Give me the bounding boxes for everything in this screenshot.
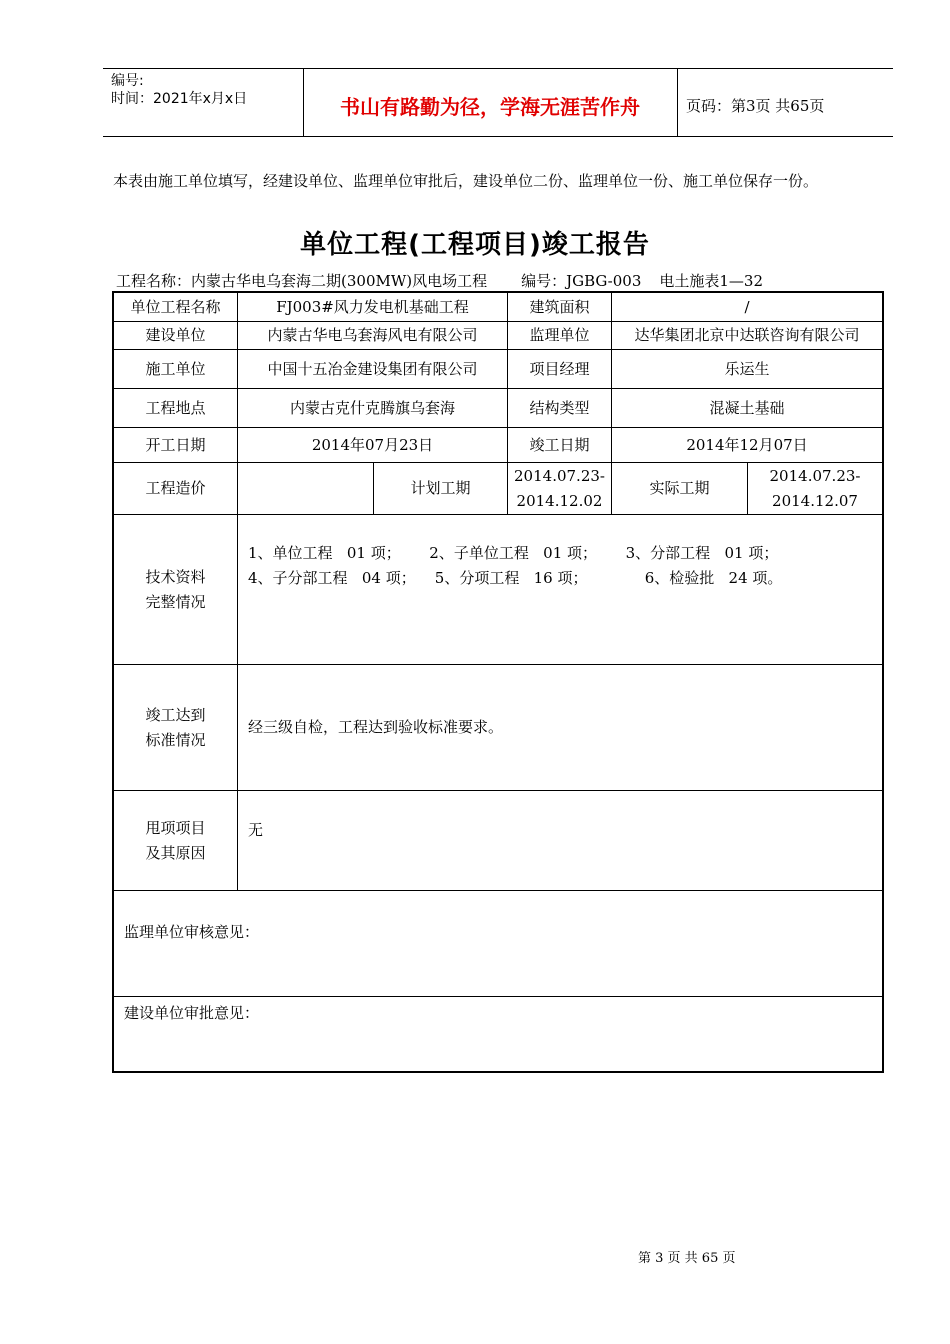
page-header bbox=[103, 68, 893, 137]
label-actual-duration: 实际工期 bbox=[612, 463, 748, 515]
label-unit-project-name: 单位工程名称 bbox=[114, 293, 238, 322]
label-building-area: 建筑面积 bbox=[508, 293, 612, 322]
form-code: 编号：JGBG-003 bbox=[521, 272, 642, 290]
label-construction-unit: 施工单位 bbox=[114, 350, 238, 389]
label-tech-docs-2: 完整情况 bbox=[145, 592, 206, 611]
value-owner-unit: 内蒙古华电乌套海风电有限公司 bbox=[238, 322, 508, 350]
actual-start: 2014.07.23- bbox=[769, 466, 861, 485]
value-supervision-unit: 达华集团北京中达联咨询有限公司 bbox=[612, 322, 882, 350]
label-standard bbox=[114, 665, 238, 791]
header-info-cell bbox=[103, 69, 304, 136]
label-supervision-unit: 监理单位 bbox=[508, 322, 612, 350]
value-tech-docs bbox=[238, 515, 882, 665]
value-planned-duration bbox=[508, 463, 612, 515]
label-standard-1: 竣工达到 bbox=[145, 705, 206, 724]
completion-report-table bbox=[112, 291, 884, 1073]
label-structure-type: 结构类型 bbox=[508, 389, 612, 428]
label-standard-2: 标准情况 bbox=[145, 730, 206, 749]
value-skipped-items: 无 bbox=[238, 791, 882, 891]
label-skipped-items bbox=[114, 791, 238, 891]
value-project-cost bbox=[238, 463, 374, 515]
label-planned-duration: 计划工期 bbox=[374, 463, 508, 515]
label-owner-unit: 建设单位 bbox=[114, 322, 238, 350]
page-number-label: 页码：第3页 共65页 bbox=[686, 97, 825, 115]
document-title: 单位工程(工程项目)竣工报告 bbox=[300, 230, 650, 260]
instruction-note: 本表由施工单位填写，经建设单位、监理单位审批后，建设单位二份、监理单位一份、施工单位保存一份。 bbox=[113, 172, 819, 190]
planned-end: 2014.12.02 bbox=[516, 491, 603, 510]
number-label: 编号: bbox=[111, 73, 144, 89]
header-motto-cell bbox=[303, 69, 678, 136]
label-skipped-2: 及其原因 bbox=[145, 843, 206, 862]
label-completion-date: 竣工日期 bbox=[508, 428, 612, 463]
value-actual-duration bbox=[748, 463, 882, 515]
label-start-date: 开工日期 bbox=[114, 428, 238, 463]
value-building-area: / bbox=[612, 293, 882, 322]
value-project-manager: 乐运生 bbox=[612, 350, 882, 389]
planned-start: 2014.07.23- bbox=[514, 466, 605, 485]
label-project-cost: 工程造价 bbox=[114, 463, 238, 515]
value-completion-date: 2014年12月07日 bbox=[612, 428, 882, 463]
project-name: 工程名称：内蒙古华电乌套海二期(300MW)风电场工程 bbox=[116, 272, 488, 290]
label-project-location: 工程地点 bbox=[114, 389, 238, 428]
value-standard: 经三级自检，工程达到验收标准要求。 bbox=[238, 665, 882, 791]
tech-docs-line-2: 4、子分部工程 04 项； 5、分项工程 16 项； 6、检验批 24 项。 bbox=[248, 569, 783, 587]
meta-line bbox=[116, 270, 763, 291]
time-label: 时间：2021年x月x日 bbox=[111, 91, 248, 107]
value-project-location: 内蒙古克什克腾旗乌套海 bbox=[238, 389, 508, 428]
header-page-cell bbox=[678, 69, 893, 136]
label-project-manager: 项目经理 bbox=[508, 350, 612, 389]
value-start-date: 2014年07月23日 bbox=[238, 428, 508, 463]
label-skipped-1: 甩项项目 bbox=[145, 818, 206, 837]
value-unit-project-name: FJ003#风力发电机基础工程 bbox=[238, 293, 508, 322]
page-footer: 第 3 页 共 65 页 bbox=[638, 1251, 736, 1266]
label-tech-docs bbox=[114, 515, 238, 665]
actual-end: 2014.12.07 bbox=[772, 491, 858, 510]
value-structure-type: 混凝土基础 bbox=[612, 389, 882, 428]
label-tech-docs-1: 技术资料 bbox=[145, 567, 206, 586]
value-construction-unit: 中国十五冶金建设集团有限公司 bbox=[238, 350, 508, 389]
motto: 书山有路勤为径，学海无涯苦作舟 bbox=[340, 95, 640, 119]
owner-opinion: 建设单位审批意见： bbox=[124, 1004, 260, 1022]
supervision-opinion: 监理单位审核意见： bbox=[114, 891, 882, 997]
form-number: 电土施表1—32 bbox=[659, 272, 764, 290]
tech-docs-line-1: 1、单位工程 01 项； 2、子单位工程 01 项； 3、分部工程 01 项； bbox=[248, 544, 779, 562]
